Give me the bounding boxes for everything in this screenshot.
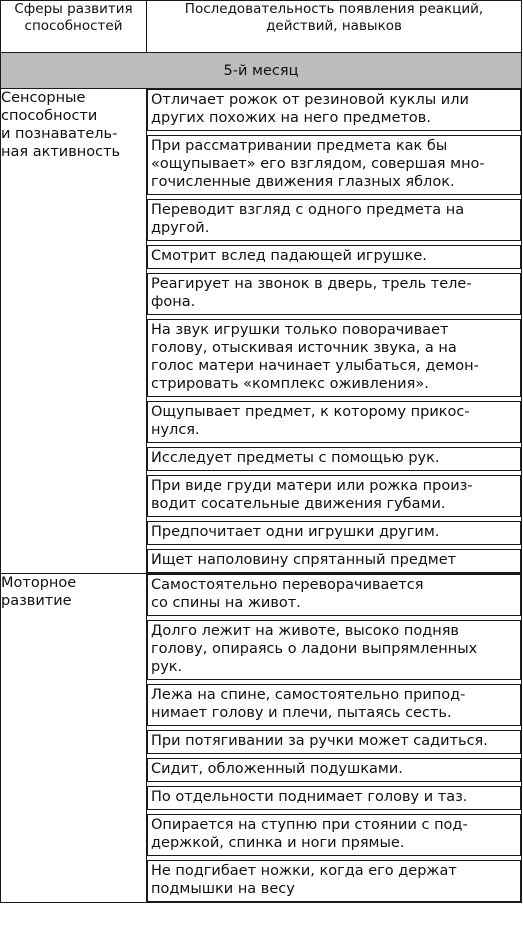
- section-row: [1, 53, 522, 89]
- skill-item-line: Не подгибает ножки, когда его держат: [151, 863, 457, 879]
- skill-item-line: Самостоятельно переворачивается: [151, 577, 424, 593]
- skill-item-line: нулся.: [151, 422, 200, 438]
- skill-item-line: водит сосательные движения губами.: [151, 496, 446, 512]
- skill-item-line: Исследует предметы с помощью рук.: [151, 450, 440, 466]
- skill-item-line: Лежа на спине, самостоятельно припод-: [151, 687, 466, 703]
- skill-item: [147, 684, 521, 726]
- skill-item: [147, 549, 521, 573]
- skill-item: [147, 319, 521, 397]
- skill-item-line: стрировать «комплекс оживления».: [151, 376, 429, 392]
- skills-cell: [147, 89, 522, 574]
- skill-item: [147, 860, 521, 902]
- ability-area-line: Сенсорные: [1, 90, 86, 106]
- skill-item-line: других похожих на него предметов.: [151, 110, 431, 126]
- skill-item: [147, 730, 521, 754]
- skill-item-line: Переводит взгляд с одного предмета на: [151, 202, 465, 218]
- header-sequence: Последовательность появления реакций, действий, навыков: [147, 1, 522, 53]
- skill-item-line: голову, отыскивая источник звука, а на: [151, 340, 457, 356]
- ability-area-line: развитие: [1, 593, 72, 609]
- ability-area-line: и познаватель-: [1, 126, 118, 142]
- skill-item-line: Долго лежит на животе, высоко подняв: [151, 623, 459, 639]
- skill-item-line: Опирается на ступню при стоянии с под-: [151, 817, 468, 833]
- skill-item-line: нимает голову и плечи, пытаясь сесть.: [151, 705, 452, 721]
- skill-item-line: другой.: [151, 220, 210, 236]
- skill-item-line: со спины на живот.: [151, 595, 301, 611]
- skill-item: [147, 475, 521, 517]
- ability-area-line: ная активность: [1, 144, 121, 160]
- skill-item-line: подмышки на весу: [151, 881, 295, 897]
- skill-item: [147, 273, 521, 315]
- skill-item: [147, 521, 521, 545]
- skill-item: [147, 199, 521, 241]
- skill-item-line: «ощупывает» его взглядом, совершая мно-: [151, 156, 485, 172]
- skill-item: [147, 814, 521, 856]
- skill-item-line: Сидит, обложенный подушками.: [151, 761, 403, 777]
- ability-area-line: Моторное: [1, 575, 77, 591]
- skill-item-line: При рассматривании предмета как бы: [151, 138, 448, 154]
- skill-item-line: Ищет наполовину спрятанный предмет: [151, 552, 457, 568]
- skill-item: [147, 620, 521, 680]
- skill-item-line: По отдельности поднимает голову и таз.: [151, 789, 468, 805]
- skill-item-line: Ощупывает предмет, к которому прикос-: [151, 404, 470, 420]
- ability-area-line: способности: [1, 108, 98, 124]
- skill-item-line: Отличает рожок от резиновой куклы или: [151, 92, 469, 108]
- skill-item-line: При потягивании за ручки может садиться.: [151, 733, 488, 749]
- skill-item: [147, 447, 521, 471]
- skill-item: [147, 401, 521, 443]
- skill-item: [147, 89, 521, 131]
- skill-item-line: гочисленные движения глазных яблок.: [151, 174, 455, 190]
- table-row: [1, 574, 522, 903]
- skill-item: [147, 758, 521, 782]
- skill-item: [147, 245, 521, 269]
- skill-item-line: Реагирует на звонок в дверь, трель теле-: [151, 276, 472, 292]
- skills-cell: [147, 574, 522, 903]
- skill-item-line: Смотрит вслед падающей игрушке.: [151, 248, 427, 264]
- skill-item: [147, 786, 521, 810]
- skill-item-line: На звук игрушки только поворачивает: [151, 322, 449, 338]
- skill-item-line: рук.: [151, 659, 183, 675]
- ability-area-cell: [1, 89, 147, 574]
- table-header-row: [1, 1, 522, 53]
- skill-item-line: держкой, спинка и ноги прямые.: [151, 835, 405, 851]
- header-ability-areas: Сферы развития способностей: [1, 1, 147, 53]
- skill-item-line: голос матери начинает улыбаться, демон-: [151, 358, 479, 374]
- ability-area-cell: [1, 574, 147, 903]
- section-title: 5-й месяц: [1, 53, 522, 89]
- skill-item-line: фона.: [151, 294, 196, 310]
- skill-item-line: Предпочитает одни игрушки другим.: [151, 524, 440, 540]
- skill-item: [147, 574, 521, 616]
- table-row: [1, 89, 522, 574]
- skill-item-line: голову, опираясь о ладони выпрямленных: [151, 641, 478, 657]
- skill-item-line: При виде груди матери или рожка произ-: [151, 478, 473, 494]
- skill-item: [147, 135, 521, 195]
